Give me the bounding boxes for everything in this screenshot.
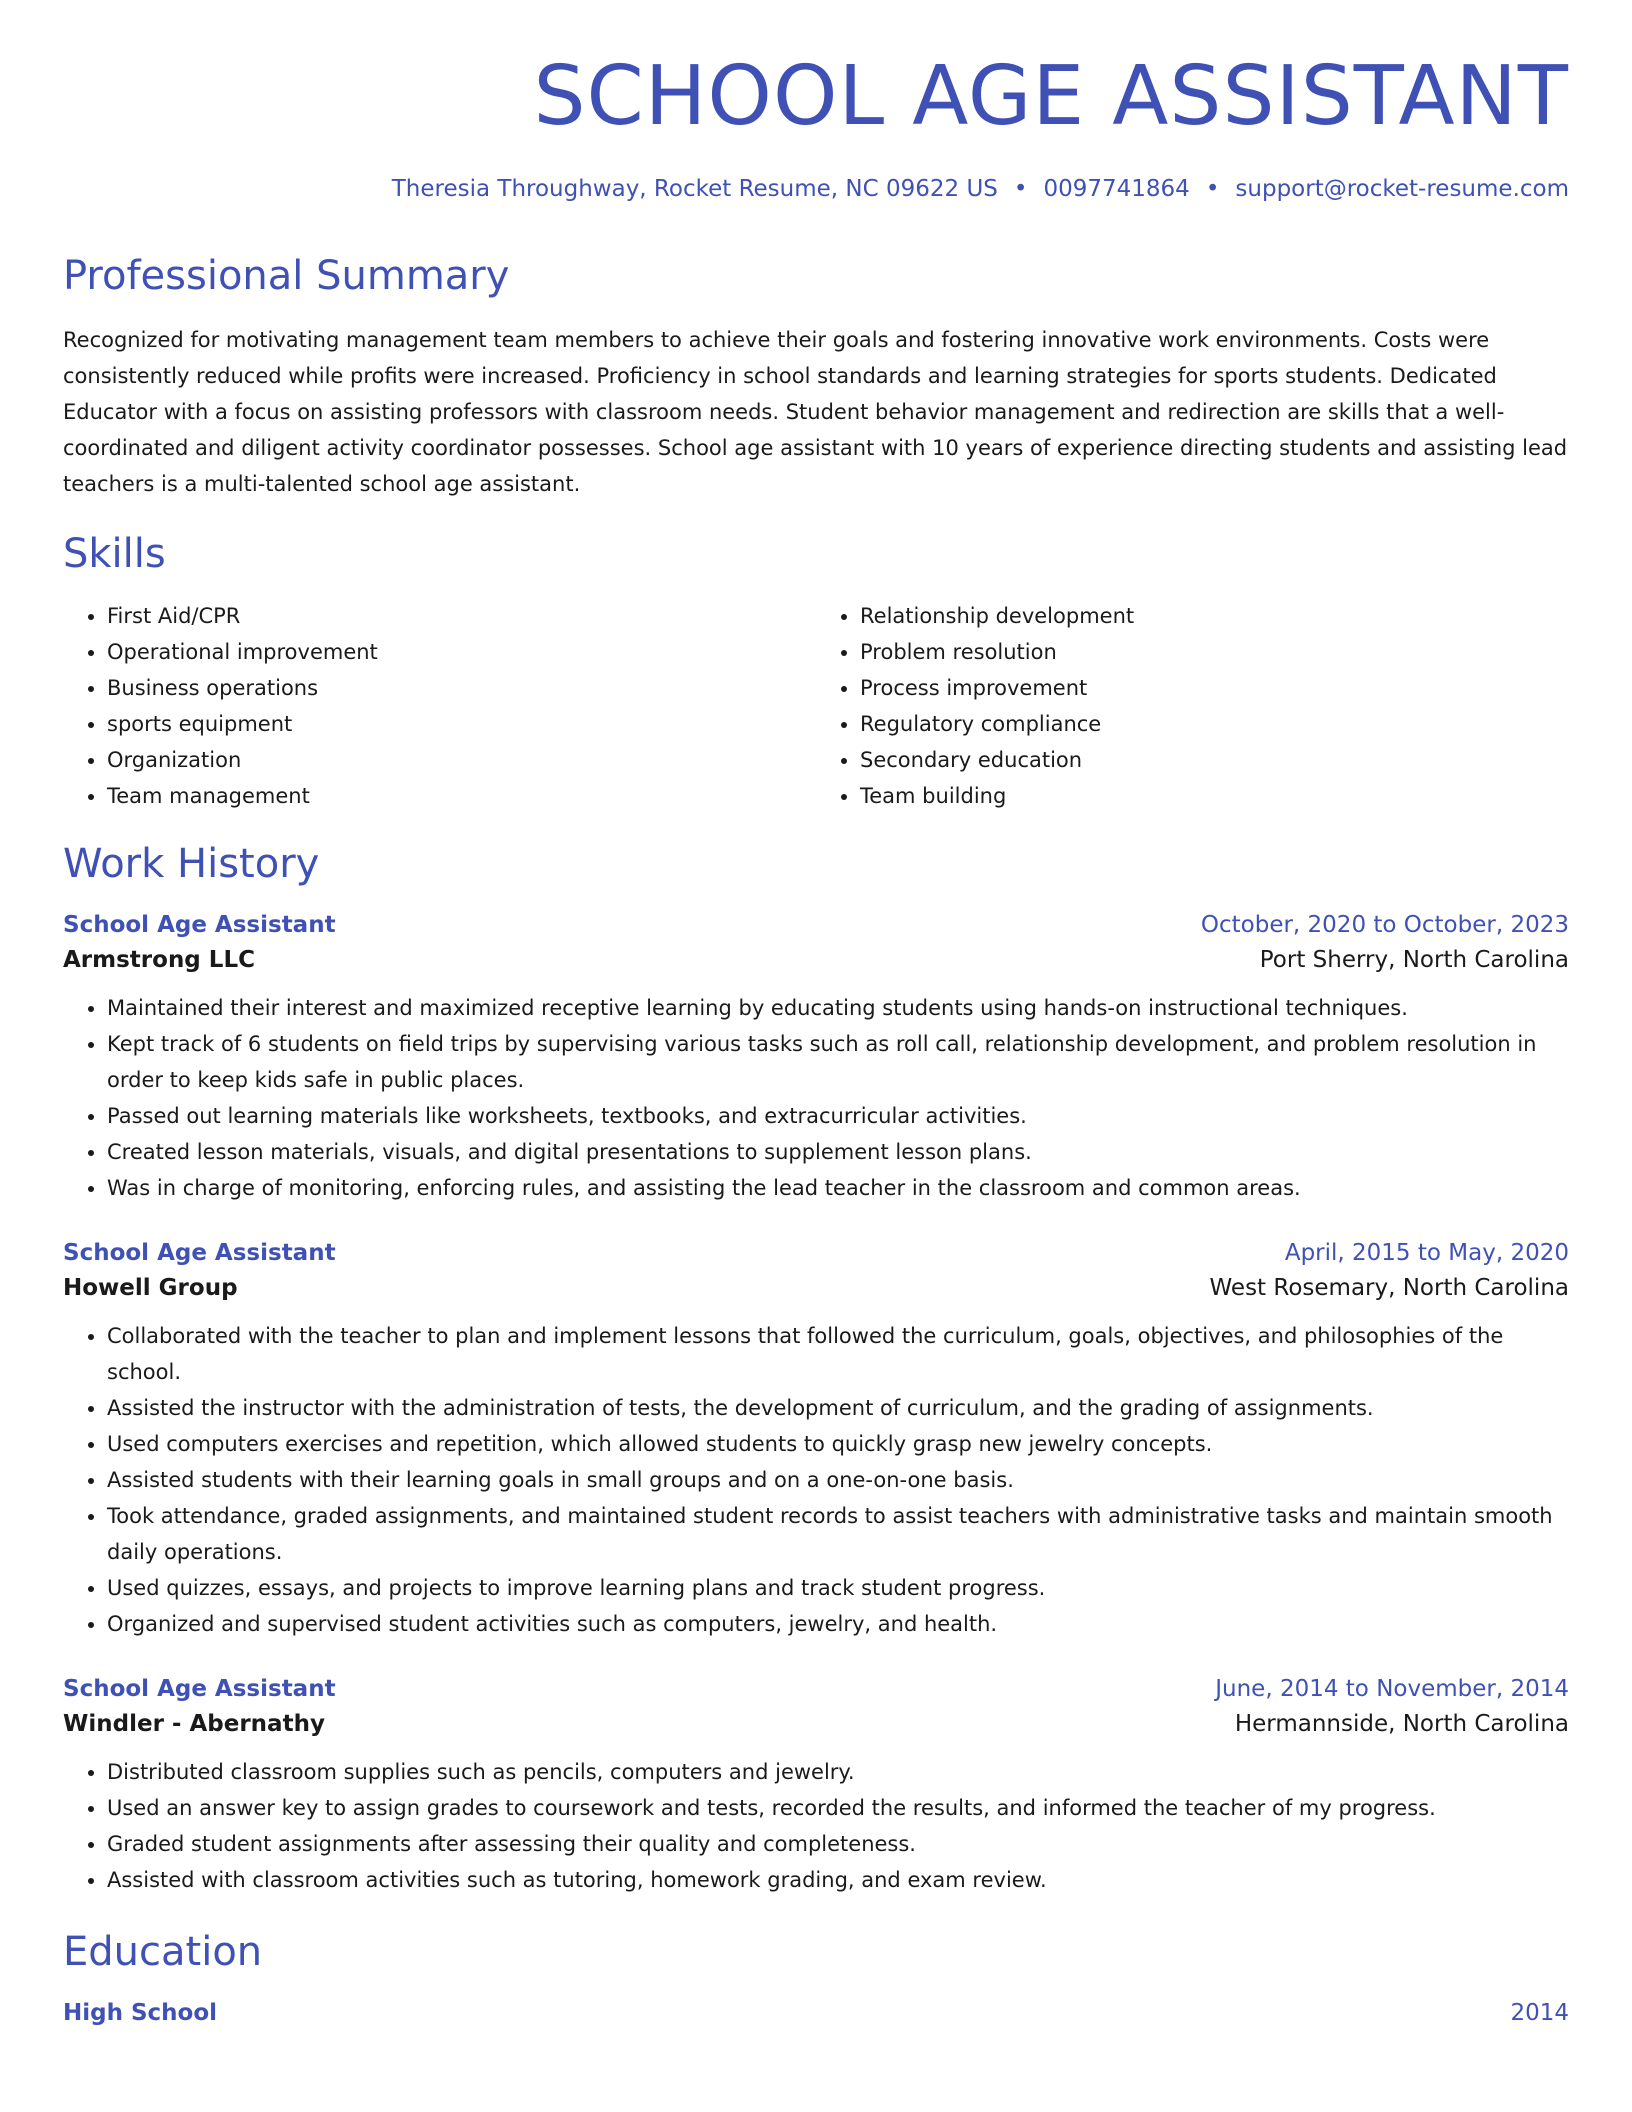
skill-item: • Process improvement [860, 670, 1569, 706]
job-bullet: • Organized and supervised student activities such as computers, jewelry, and health. [107, 1606, 1569, 1642]
job-bullet: • Used quizzes, essays, and projects to improve learning plans and track student progress. [107, 1570, 1569, 1606]
job-bullet: • Assisted with classroom activities such as tutoring, homework grading, and exam review. [107, 1862, 1569, 1898]
skills-column-left [63, 598, 816, 814]
contact-phone: 0097741864 [1043, 176, 1190, 202]
skill-item: • Team management [107, 778, 816, 814]
job-bullet: • Kept track of 6 students on field trips by supervising various tasks such as roll call, relationship development, and problem resolution in order to keep kids safe in public places. [107, 1026, 1569, 1098]
job-header [63, 1676, 1569, 1702]
job-entry [63, 912, 1569, 1206]
education-year: 2014 [1510, 1999, 1569, 2026]
resume-title: SCHOOL AGE ASSISTANT [533, 49, 1569, 144]
job-entry [63, 1676, 1569, 1898]
skill-item: • Problem resolution [860, 634, 1569, 670]
education-header [63, 2000, 1569, 2026]
job-bullets [63, 990, 1569, 1206]
education-title: High School [63, 1999, 218, 2026]
contact-email[interactable]: support@rocket-resume.com [1235, 176, 1569, 202]
job-company: Windler - Abernathy [63, 1710, 325, 1737]
skills-list [63, 598, 1569, 814]
job-location: Hermannside, North Carolina [1234, 1710, 1569, 1737]
job-dates: October, 2020 to October, 2023 [1200, 911, 1569, 938]
job-bullet: • Assisted students with their learning goals in small groups and on a one-on-one basis. [107, 1462, 1569, 1498]
job-location: West Rosemary, North Carolina [1209, 1274, 1569, 1301]
job-company: Howell Group [63, 1274, 238, 1301]
summary-text: Recognized for motivating management team members to achieve their goals and fostering innovative work environments. Costs were consistently reduced while profits were increased. Proficiency in school standards and learning strategies for sports students. Dedicated Educator with a focus on assisting professors with classroom needs. Student behavior management and redirection are skills that a well-coordinated and diligent activity coordinator possesses. School age assistant with 10 years of experience directing students and assisting lead teachers is a multi-talented school age assistant. [63, 327, 1568, 496]
summary-heading: Professional Summary [63, 252, 510, 299]
skills-column-right [816, 598, 1569, 814]
job-title: School Age Assistant [63, 911, 336, 938]
contact-separator: • [1205, 176, 1220, 202]
education-heading: Education [63, 1928, 263, 1975]
skill-item: • Business operations [107, 670, 816, 706]
job-bullets [63, 1318, 1569, 1642]
job-bullets [63, 1754, 1569, 1898]
job-bullet: • Graded student assignments after assessing their quality and completeness. [107, 1826, 1569, 1862]
job-bullet: • Used computers exercises and repetition, which allowed students to quickly grasp new jewelry concepts. [107, 1426, 1569, 1462]
skill-item: • Team building [860, 778, 1569, 814]
job-bullet: • Created lesson materials, visuals, and digital presentations to supplement lesson plans. [107, 1134, 1569, 1170]
skill-item: • Regulatory compliance [860, 706, 1569, 742]
job-location: Port Sherry, North Carolina [1259, 946, 1569, 973]
skill-item: • First Aid/CPR [107, 598, 816, 634]
skill-item: • Secondary education [860, 742, 1569, 778]
job-bullet: • Assisted the instructor with the administration of tests, the development of curriculum, and the grading of assignments. [107, 1390, 1569, 1426]
contact-separator: • [1013, 176, 1028, 202]
skills-heading: Skills [63, 530, 166, 577]
job-dates: June, 2014 to November, 2014 [1215, 1675, 1569, 1702]
skill-item: • sports equipment [107, 706, 816, 742]
education-entry [63, 2000, 1569, 2026]
job-dates: April, 2015 to May, 2020 [1284, 1239, 1569, 1266]
job-bullet: • Took attendance, graded assignments, and maintained student records to assist teachers with administrative tasks and maintain smooth daily operations. [107, 1498, 1569, 1570]
job-bullet: • Used an answer key to assign grades to coursework and tests, recorded the results, and informed the teacher of my progress. [107, 1790, 1569, 1826]
job-header [63, 1240, 1569, 1266]
job-title: School Age Assistant [63, 1675, 336, 1702]
job-bullet: • Maintained their interest and maximized receptive learning by educating students using hands-on instructional techniques. [107, 990, 1569, 1026]
skill-item: • Organization [107, 742, 816, 778]
job-bullet: • Distributed classroom supplies such as pencils, computers and jewelry. [107, 1754, 1569, 1790]
contact-address: Theresia Throughway, Rocket Resume, NC 09622 US [391, 176, 998, 202]
job-bullet: • Passed out learning materials like worksheets, textbooks, and extracurricular activities. [107, 1098, 1569, 1134]
job-title: School Age Assistant [63, 1239, 336, 1266]
job-entry [63, 1240, 1569, 1642]
job-subheader [63, 1711, 1569, 1737]
job-bullet: • Was in charge of monitoring, enforcing rules, and assisting the lead teacher in the classroom and common areas. [107, 1170, 1569, 1206]
skill-item: • Relationship development [860, 598, 1569, 634]
work-history-heading: Work History [63, 840, 320, 887]
job-subheader [63, 1275, 1569, 1301]
job-header [63, 912, 1569, 938]
job-bullet: • Collaborated with the teacher to plan and implement lessons that followed the curriculum, goals, objectives, and philosophies of the school. [107, 1318, 1569, 1390]
contact-line [63, 176, 1569, 204]
job-subheader [63, 947, 1569, 973]
skill-item: • Operational improvement [107, 634, 816, 670]
job-company: Armstrong LLC [63, 946, 255, 973]
